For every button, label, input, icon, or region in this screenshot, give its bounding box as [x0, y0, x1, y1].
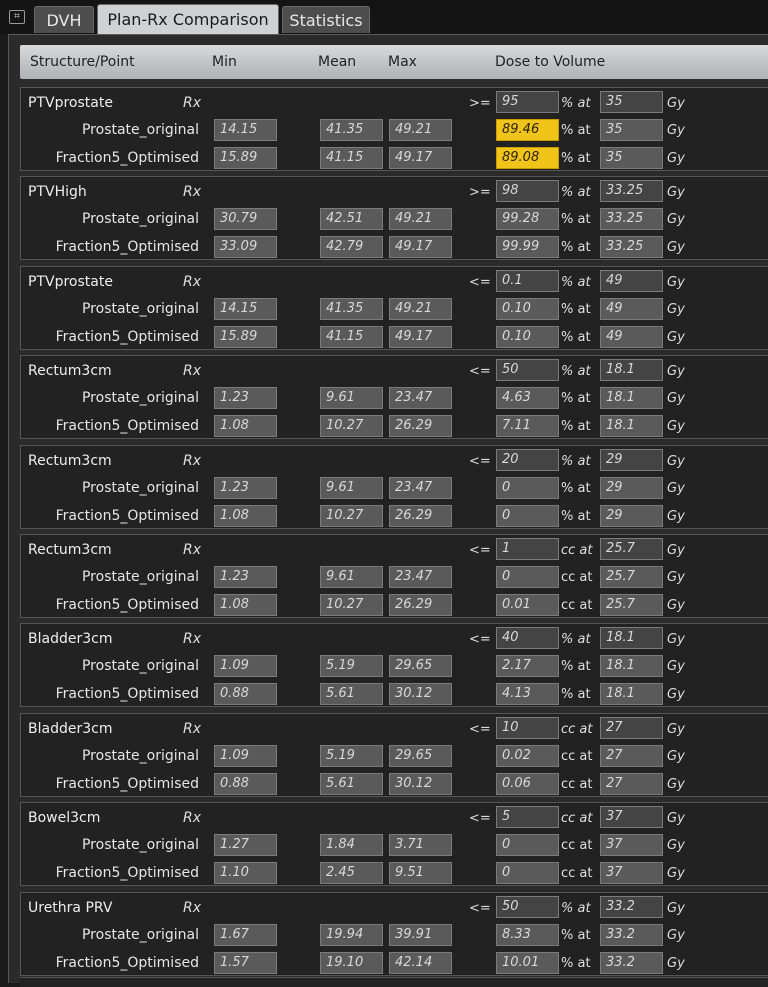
- rx-label: Rx: [183, 452, 202, 469]
- volume-result-field: 0: [496, 566, 559, 588]
- volume-result-field: 4.63: [496, 387, 559, 409]
- dose-result-field: 29: [600, 477, 663, 499]
- structure-group: [20, 266, 768, 350]
- gy-unit-label: Gy: [667, 687, 685, 703]
- rx-unit-label: % at: [561, 96, 591, 111]
- mean-dose-field: 5.61: [320, 683, 383, 705]
- rx-volume-field[interactable]: 5: [496, 806, 559, 828]
- result-unit-label: % at: [561, 329, 591, 345]
- rx-volume-field[interactable]: 95: [496, 91, 559, 113]
- plan-name: Fraction5_Optimised: [55, 150, 199, 166]
- structure-name: Bladder3cm: [28, 631, 113, 648]
- gy-unit-label: Gy: [667, 508, 685, 524]
- rx-unit-label: % at: [561, 453, 591, 469]
- gy-unit-label: Gy: [667, 96, 685, 111]
- plan-name: Fraction5_Optimised: [55, 239, 199, 256]
- min-dose-field: 33.09: [214, 236, 277, 258]
- max-dose-field: 9.51: [389, 862, 452, 884]
- rx-label: Rx: [183, 184, 202, 201]
- gy-unit-label: Gy: [667, 274, 685, 290]
- max-dose-field: 3.71: [389, 834, 452, 856]
- min-dose-field: 1.27: [214, 834, 277, 856]
- gy-unit-label: Gy: [667, 866, 685, 882]
- gy-unit-label: Gy: [667, 301, 685, 317]
- min-dose-field: 15.89: [214, 326, 277, 348]
- dose-result-field: 18.1: [600, 387, 663, 409]
- gy-unit-label: Gy: [667, 329, 685, 345]
- mean-dose-field: 42.51: [320, 208, 383, 230]
- volume-result-field: 10.01: [496, 952, 559, 974]
- header-min: Min: [212, 54, 237, 70]
- result-unit-label: % at: [561, 301, 591, 317]
- rx-volume-field[interactable]: 98: [496, 180, 559, 202]
- min-dose-field: 14.15: [214, 119, 277, 141]
- rx-dose-field[interactable]: 49: [600, 270, 663, 292]
- rx-dose-field[interactable]: 33.25: [600, 180, 663, 202]
- rx-label: Rx: [183, 542, 202, 558]
- structure-name: Bowel3cm: [28, 810, 101, 827]
- max-dose-field: 30.12: [389, 773, 452, 795]
- max-dose-field: 49.21: [389, 119, 452, 141]
- plan-name: Prostate_original: [81, 837, 199, 854]
- result-unit-label: % at: [561, 240, 591, 256]
- gy-unit-label: Gy: [667, 721, 685, 737]
- constraint-operator: <=: [469, 453, 491, 469]
- dose-result-field: 33.2: [600, 924, 663, 946]
- min-dose-field: 0.88: [214, 683, 277, 705]
- structure-name: Rectum3cm: [28, 542, 112, 558]
- min-dose-field: 0.88: [214, 773, 277, 795]
- min-dose-field: 1.23: [214, 566, 277, 588]
- mean-dose-field: 5.61: [320, 773, 383, 795]
- volume-result-field: 0: [496, 505, 559, 527]
- min-dose-field: 1.09: [214, 655, 277, 677]
- structure-group: [20, 176, 768, 260]
- mean-dose-field: 41.35: [320, 119, 383, 141]
- tab-plan-rx-comparison[interactable]: Plan-Rx Comparison: [97, 4, 279, 34]
- max-dose-field: 30.12: [389, 683, 452, 705]
- gy-unit-label: Gy: [667, 185, 685, 201]
- structure-name: Rectum3cm: [28, 452, 112, 469]
- structure-name: PTVprostate: [28, 273, 113, 290]
- min-dose-field: 30.79: [214, 208, 277, 230]
- min-dose-field: 1.08: [214, 415, 277, 437]
- rx-dose-field[interactable]: 37: [600, 806, 663, 828]
- gy-unit-label: Gy: [667, 900, 685, 916]
- gy-unit-label: Gy: [667, 240, 685, 256]
- result-unit-label: cc at: [561, 570, 593, 585]
- tab-statistics[interactable]: Statistics: [282, 6, 370, 33]
- structure-group: [20, 87, 768, 171]
- structure-group: [20, 713, 768, 797]
- rx-unit-label: % at: [561, 900, 591, 916]
- plan-rx-comparison-panel: [8, 34, 768, 983]
- dose-result-field: 33.25: [600, 236, 663, 258]
- min-dose-field: 1.10: [214, 862, 277, 884]
- rx-label: Rx: [183, 899, 202, 916]
- max-dose-field: 26.29: [389, 505, 452, 527]
- volume-result-field: 0.06: [496, 773, 559, 795]
- constraint-operator: <=: [469, 632, 491, 648]
- min-dose-field: 1.23: [214, 387, 277, 409]
- gy-unit-label: Gy: [667, 632, 685, 648]
- plan-name: Prostate_original: [81, 747, 199, 764]
- max-dose-field: 49.17: [389, 236, 452, 258]
- gy-unit-label: Gy: [667, 391, 685, 407]
- result-unit-label: % at: [561, 123, 591, 138]
- mean-dose-field: 19.10: [320, 952, 383, 974]
- max-dose-field: 49.21: [389, 298, 452, 320]
- dose-result-field: 27: [600, 745, 663, 767]
- constraint-operator: >=: [469, 96, 491, 111]
- rx-label: Rx: [183, 810, 202, 827]
- gy-unit-label: Gy: [667, 811, 685, 827]
- structure-name: Bladder3cm: [28, 720, 113, 737]
- plan-name: Fraction5_Optimised: [55, 865, 199, 882]
- constraint-operator: <=: [469, 811, 491, 827]
- window-menu-icon[interactable]: ⌗: [9, 10, 25, 24]
- mean-dose-field: 41.35: [320, 298, 383, 320]
- gy-unit-label: Gy: [667, 838, 685, 854]
- mean-dose-field: 1.84: [320, 834, 383, 856]
- max-dose-field: 39.91: [389, 924, 452, 946]
- mean-dose-field: 2.45: [320, 862, 383, 884]
- structure-name: Rectum3cm: [28, 363, 112, 380]
- plan-name: Prostate_original: [81, 390, 199, 407]
- max-dose-field: 23.47: [389, 477, 452, 499]
- column-header: [20, 45, 768, 79]
- max-dose-field: 29.65: [389, 745, 452, 767]
- gy-unit-label: Gy: [667, 955, 685, 971]
- volume-result-field: 0: [496, 477, 559, 499]
- dose-result-field: 37: [600, 862, 663, 884]
- plan-name: Prostate_original: [81, 300, 199, 317]
- header-max: Max: [388, 54, 417, 70]
- rx-unit-label: cc at: [561, 543, 593, 558]
- header-structure: Structure/Point: [30, 54, 135, 70]
- rx-unit-label: cc at: [561, 811, 593, 827]
- max-dose-field: 23.47: [389, 566, 452, 588]
- gy-unit-label: Gy: [667, 659, 685, 675]
- dose-result-field: 37: [600, 834, 663, 856]
- rx-unit-label: % at: [561, 185, 591, 201]
- rx-volume-field[interactable]: 50: [496, 359, 559, 381]
- volume-result-field: 8.33: [496, 924, 559, 946]
- max-dose-field: 23.47: [389, 387, 452, 409]
- dose-result-field: 35: [600, 147, 663, 169]
- volume-result-field: 89.46: [496, 119, 559, 141]
- result-unit-label: % at: [561, 419, 591, 435]
- min-dose-field: 1.23: [214, 477, 277, 499]
- result-unit-label: cc at: [561, 598, 593, 613]
- volume-result-field: 99.99: [496, 236, 559, 258]
- gy-unit-label: Gy: [667, 570, 685, 585]
- mean-dose-field: 10.27: [320, 505, 383, 527]
- mean-dose-field: 41.15: [320, 147, 383, 169]
- mean-dose-field: 10.27: [320, 415, 383, 437]
- result-unit-label: % at: [561, 659, 591, 675]
- plan-name: Fraction5_Optimised: [55, 507, 199, 524]
- dose-result-field: 49: [600, 326, 663, 348]
- rx-volume-field[interactable]: 40: [496, 627, 559, 649]
- structure-name: Urethra PRV: [28, 899, 113, 916]
- result-unit-label: % at: [561, 212, 591, 228]
- volume-result-field: 0: [496, 834, 559, 856]
- mean-dose-field: 19.94: [320, 924, 383, 946]
- max-dose-field: 26.29: [389, 594, 452, 616]
- mean-dose-field: 9.61: [320, 477, 383, 499]
- constraint-operator: <=: [469, 721, 491, 737]
- volume-result-field: 0.01: [496, 594, 559, 616]
- plan-name: Fraction5_Optimised: [55, 686, 199, 703]
- volume-result-field: 0.10: [496, 298, 559, 320]
- volume-result-field: 7.11: [496, 415, 559, 437]
- min-dose-field: 14.15: [214, 298, 277, 320]
- plan-name: Fraction5_Optimised: [55, 418, 199, 435]
- plan-name: Prostate_original: [81, 569, 199, 585]
- min-dose-field: 1.57: [214, 952, 277, 974]
- dose-result-field: 18.1: [600, 683, 663, 705]
- min-dose-field: 1.08: [214, 505, 277, 527]
- gy-unit-label: Gy: [667, 748, 685, 764]
- mean-dose-field: 9.61: [320, 566, 383, 588]
- plan-name: Prostate_original: [81, 479, 199, 496]
- constraint-operator: <=: [469, 364, 491, 380]
- rx-volume-field[interactable]: 1: [496, 538, 559, 560]
- plan-name: Fraction5_Optimised: [55, 775, 199, 792]
- gy-unit-label: Gy: [667, 364, 685, 380]
- rx-dose-field[interactable]: 18.1: [600, 627, 663, 649]
- rx-dose-field[interactable]: 35: [600, 91, 663, 113]
- gy-unit-label: Gy: [667, 927, 685, 943]
- structure-name: PTVHigh: [28, 184, 87, 201]
- rx-label: Rx: [183, 363, 202, 380]
- structure-group: [20, 802, 768, 886]
- header-dose-to-volume: Dose to Volume: [495, 54, 606, 70]
- plan-name: Prostate_original: [81, 211, 199, 228]
- rx-unit-label: % at: [561, 274, 591, 290]
- structure-group: [20, 623, 768, 707]
- max-dose-field: 49.17: [389, 326, 452, 348]
- next-group-partial: [20, 977, 768, 987]
- result-unit-label: cc at: [561, 838, 593, 854]
- gy-unit-label: Gy: [667, 151, 685, 166]
- constraint-operator: <=: [469, 900, 491, 916]
- max-dose-field: 49.17: [389, 147, 452, 169]
- result-unit-label: cc at: [561, 748, 593, 764]
- volume-result-field: 99.28: [496, 208, 559, 230]
- gy-unit-label: Gy: [667, 419, 685, 435]
- plan-name: Fraction5_Optimised: [55, 328, 199, 345]
- mean-dose-field: 42.79: [320, 236, 383, 258]
- volume-result-field: 0.10: [496, 326, 559, 348]
- plan-name: Fraction5_Optimised: [55, 954, 199, 971]
- result-unit-label: % at: [561, 151, 591, 166]
- max-dose-field: 42.14: [389, 952, 452, 974]
- mean-dose-field: 5.19: [320, 745, 383, 767]
- result-unit-label: % at: [561, 480, 591, 496]
- rx-label: Rx: [183, 720, 202, 737]
- plan-name: Prostate_original: [81, 122, 199, 138]
- rx-dose-field[interactable]: 25.7: [600, 538, 663, 560]
- rx-volume-field[interactable]: 50: [496, 896, 559, 918]
- dose-result-field: 18.1: [600, 655, 663, 677]
- gy-unit-label: Gy: [667, 598, 685, 613]
- max-dose-field: 26.29: [389, 415, 452, 437]
- rx-label: Rx: [183, 95, 202, 111]
- min-dose-field: 1.09: [214, 745, 277, 767]
- result-unit-label: % at: [561, 955, 591, 971]
- min-dose-field: 1.67: [214, 924, 277, 946]
- structure-group: [20, 445, 768, 529]
- rx-volume-field[interactable]: 0.1: [496, 270, 559, 292]
- structure-group: [20, 892, 768, 976]
- constraint-operator: <=: [469, 543, 491, 558]
- plan-name: Prostate_original: [81, 658, 199, 675]
- gy-unit-label: Gy: [667, 453, 685, 469]
- rx-label: Rx: [183, 273, 202, 290]
- tab-dvh[interactable]: DVH: [34, 6, 94, 33]
- volume-result-field: 89.08: [496, 147, 559, 169]
- structure-name: PTVprostate: [28, 95, 113, 111]
- max-dose-field: 49.21: [389, 208, 452, 230]
- constraint-operator: <=: [469, 274, 491, 290]
- result-unit-label: % at: [561, 687, 591, 703]
- mean-dose-field: 10.27: [320, 594, 383, 616]
- gy-unit-label: Gy: [667, 123, 685, 138]
- dose-result-field: 25.7: [600, 594, 663, 616]
- result-unit-label: % at: [561, 927, 591, 943]
- tab-bar: [0, 0, 768, 34]
- rx-dose-field[interactable]: 33.2: [600, 896, 663, 918]
- rx-volume-field[interactable]: 20: [496, 449, 559, 471]
- result-unit-label: % at: [561, 391, 591, 407]
- rx-unit-label: % at: [561, 632, 591, 648]
- volume-result-field: 2.17: [496, 655, 559, 677]
- volume-result-field: 0.02: [496, 745, 559, 767]
- mean-dose-field: 5.19: [320, 655, 383, 677]
- dose-result-field: 25.7: [600, 566, 663, 588]
- rx-label: Rx: [183, 631, 202, 648]
- max-dose-field: 29.65: [389, 655, 452, 677]
- dose-result-field: 29: [600, 505, 663, 527]
- rx-dose-field[interactable]: 18.1: [600, 359, 663, 381]
- rx-unit-label: % at: [561, 364, 591, 380]
- result-unit-label: cc at: [561, 866, 593, 882]
- dose-result-field: 27: [600, 773, 663, 795]
- structure-group: [20, 355, 768, 439]
- dose-result-field: 33.2: [600, 952, 663, 974]
- gy-unit-label: Gy: [667, 776, 685, 792]
- result-unit-label: % at: [561, 508, 591, 524]
- dose-result-field: 18.1: [600, 415, 663, 437]
- plan-name: Prostate_original: [81, 926, 199, 943]
- volume-result-field: 4.13: [496, 683, 559, 705]
- mean-dose-field: 41.15: [320, 326, 383, 348]
- rx-dose-field[interactable]: 29: [600, 449, 663, 471]
- rx-unit-label: cc at: [561, 721, 593, 737]
- gy-unit-label: Gy: [667, 212, 685, 228]
- rx-volume-field[interactable]: 10: [496, 717, 559, 739]
- dose-result-field: 33.25: [600, 208, 663, 230]
- gy-unit-label: Gy: [667, 543, 685, 558]
- header-mean: Mean: [318, 54, 357, 70]
- constraint-operator: >=: [469, 185, 491, 201]
- plan-name: Fraction5_Optimised: [55, 597, 199, 613]
- min-dose-field: 15.89: [214, 147, 277, 169]
- result-unit-label: cc at: [561, 776, 593, 792]
- dose-result-field: 49: [600, 298, 663, 320]
- mean-dose-field: 9.61: [320, 387, 383, 409]
- min-dose-field: 1.08: [214, 594, 277, 616]
- rx-dose-field[interactable]: 27: [600, 717, 663, 739]
- structure-group: [20, 534, 768, 618]
- volume-result-field: 0: [496, 862, 559, 884]
- dose-result-field: 35: [600, 119, 663, 141]
- gy-unit-label: Gy: [667, 480, 685, 496]
